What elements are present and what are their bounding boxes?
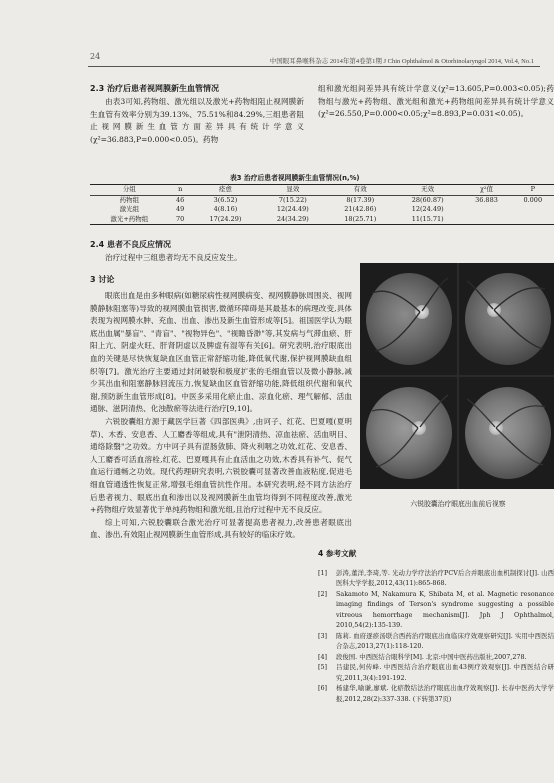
fundus-image-before-1 — [360, 263, 457, 375]
col-header-ineffective: 无效 — [394, 185, 461, 196]
cell-ineffective: 28(60.87) — [411, 195, 444, 204]
cell-n: 70 — [169, 215, 192, 225]
fundus-image-after-1 — [360, 377, 457, 489]
fundus-figure — [360, 263, 554, 489]
col-header-group: 分组 — [90, 185, 169, 196]
col-header-markedly-effective: 显效 — [259, 185, 326, 196]
cell-chi2: 36.883 — [475, 195, 498, 204]
cell-markedly-effective: 7(15.22) — [278, 195, 307, 204]
table-3-caption: 表3 治疗后患者视网膜新生血管情况(n,%) — [230, 174, 360, 182]
page-number: 24 — [90, 52, 101, 61]
col-header-cured: 痊愈 — [192, 185, 259, 196]
table-header-row — [90, 185, 554, 196]
section-3-heading: 3 讨论 — [90, 275, 115, 284]
col-header-n: n — [169, 185, 192, 196]
cell-effective: 21(42.86) — [344, 205, 377, 213]
journal-header: 中国眼耳鼻喉科杂志 2014年第4卷第1期 J Chin Ophthalmol & Otorhinolaryngol 2014, Vol.4, No.1 — [269, 58, 534, 65]
cell-n: 49 — [176, 205, 185, 213]
reference-item: [3] 陈莉. 血府逐瘀汤联合西药治疗眼底出血临床疗效观察研究[J]. 实用中西医结合杂志,2013,27(1):118-120. — [318, 631, 554, 650]
reference-item: [5] 吕建民,何传峰. 中西医结合治疗眼底出血43例疗效观察[J]. 中西医结合研究,2011,3(4):191-192. — [318, 663, 554, 682]
table-3 — [90, 184, 554, 225]
cell-group: 药物组 — [119, 195, 140, 204]
discussion-paragraph-1: 眼底出血是由多种眼病(如糖尿病性视网膜病变、视网膜静脉周围炎、视网膜静脉阻塞等)导致的视网膜血管损害,微循环障碍是其最基本的病理改变,具体表现为视网膜水肿、充血、出血、渗出及新生血管形成等[5]。祖国医学认为眼底出血属"暴盲"、"青盲"、"视物异色"、"视瞻昏渺"等,其发病与气滞血瘀、肝阳上亢、阴虚火旺、肝肾阴虚以及脾虚有湿等有关[6]。研究表明,治疗眼底出血的关键是尽快恢复缺血区血管正常舒缩功能,降低氧代谢,保护视网膜缺血组织等[7]。激光治疗主要通过封闭破裂和极度扩张的毛细血管以及微小静脉,减少其出血和阻塞静脉回流压力,恢复缺血区血管舒缩功能,降低组织代谢和氧代谢,预防新生血管形成[8]。中医多采用化瘀止血、凉血化瘀、理气解郁、活血通脉、滋阴清热、化浊散瘀等法进行治疗[9,10]。 — [90, 291, 352, 414]
cell-cured: 17(24.29) — [192, 215, 259, 225]
discussion-paragraph-3: 综上可知,六锐胶囊联合激光治疗可显著提高患者视力,改善患者眼底出血、渗出,有效阻止视网膜新生血管形成,具有较好的临床疗效。 — [90, 517, 352, 540]
cell-p — [512, 205, 554, 215]
cell-effective: 18(25.71) — [327, 215, 394, 225]
header-rule — [88, 66, 540, 67]
discussion-text — [90, 290, 352, 542]
section-2-4-heading: 2.4 患者不良反应情况 — [90, 240, 171, 249]
cell-markedly-effective: 12(24.49) — [276, 205, 309, 213]
cell-markedly-effective: 24(34.29) — [259, 215, 326, 225]
cell-cured: 3(6.52) — [213, 195, 238, 204]
references-heading: 4 参考文献 — [318, 549, 357, 558]
reference-item: [4] 段俊国. 中西医结合眼科学[M]. 北京:中国中医药出版社,2007,278. — [318, 652, 527, 661]
references — [318, 549, 554, 704]
cell-chi2 — [461, 215, 511, 225]
cell-group: 激光组 — [119, 205, 140, 213]
cell-n: 46 — [176, 195, 185, 204]
section-2-3-right-text: 组和激光组间差异具有统计学意义(χ²=13.605,P=0.003<0.05);药物组与激光+药物组、激光组和激光+药物组间差异具有统计学意义(χ²=26.550,P=0.000<0.05;χ²=8.893,P=0.031<0.05)。 — [318, 84, 554, 119]
cell-chi2 — [461, 205, 511, 215]
fundus-image-after-2 — [459, 377, 554, 489]
section-2-3-left-text: 由表3可知,药物组、激光组以及激光+药物组阻止视网膜新生血管有效率分别为39.13%、75.51%和84.29%,三组患者阻止视网膜新生血管方面差异具有统计学意义(χ²=36.883,P=0.000<0.05)。药物 — [90, 97, 304, 144]
col-header-chi2: χ²值 — [461, 185, 511, 196]
continued-note: (下转第37页) — [412, 694, 452, 703]
reference-item: [2] Sakamoto M, Nakamura K, Shibata M, et al. Magnetic resonance imaging findings of Terson's syndrome suggesting a possible vitreous hemorrhage mechanism[J]. Jph J Ophthalmol, 2010,54(2):135-139. — [318, 589, 554, 629]
table-row — [90, 195, 554, 205]
discussion-paragraph-2: 六锐胶囊组方源于藏医学巨著《四部医典》,由诃子、红花、巴夏嘎(夏明草)、木香、安息香、人工麝香等组成,具有"泄阴清热、凉血祛瘀、活血明目、通络除翳"之功效。方中诃子具有涩肠敛肺、降火利咽之功效,红花、安息香、人工麝香可活血溶栓,红花、巴夏嘎具有止血活血之功效,木香具有补气、促气血运行通畅之功效。现代药理研究表明,六锐胶囊可显著改善血液粘度,促进毛细血管通透性恢复正常,增强毛细血管抗性作用。本研究表明,经不同方法治疗后患者视力、眼底出血和渗出以及视网膜新生血管均得到不同程度改善,激光+药物组疗效显著优于单纯药物组和激光组,且治疗过程中无不良反应。 — [90, 416, 352, 515]
cell-effective: 8(17.39) — [346, 195, 375, 204]
cell-cured: 4(8.16) — [213, 205, 238, 213]
cell-p — [512, 215, 554, 225]
figure-caption: 六锐胶囊治疗眼底出血前后视察 — [410, 500, 506, 508]
cell-p: 0.000 — [523, 195, 543, 204]
table-row — [90, 205, 554, 215]
col-header-p: P — [512, 185, 554, 196]
section-2-3-heading: 2.3 治疗后患者视网膜新生血管情况 — [90, 84, 219, 93]
fundus-image-before-2 — [459, 263, 554, 375]
cell-ineffective: 11(15.71) — [394, 215, 461, 225]
col-header-effective: 有效 — [327, 185, 394, 196]
section-2-4-text: 治疗过程中三组患者均无不良反应发生。 — [105, 253, 242, 262]
table-row — [90, 215, 554, 225]
cell-group: 激光+药物组 — [90, 215, 169, 225]
reference-item: [1] 彭涛,董洋,李琦,等. 光动力学疗法治疗PCV后合并眼底出血机制探讨[J]. 山西医科大学学报,2012,43(11):865-868. — [318, 568, 554, 587]
cell-ineffective: 12(24.49) — [411, 205, 444, 213]
reference-item: [6] 杨建华,喻谦,廖斌. 化瘀散结法治疗眼底出血疗效观察[J]. 长春中医药大学学报,2012,28(2):337-338. (下转第37页) — [318, 684, 554, 703]
